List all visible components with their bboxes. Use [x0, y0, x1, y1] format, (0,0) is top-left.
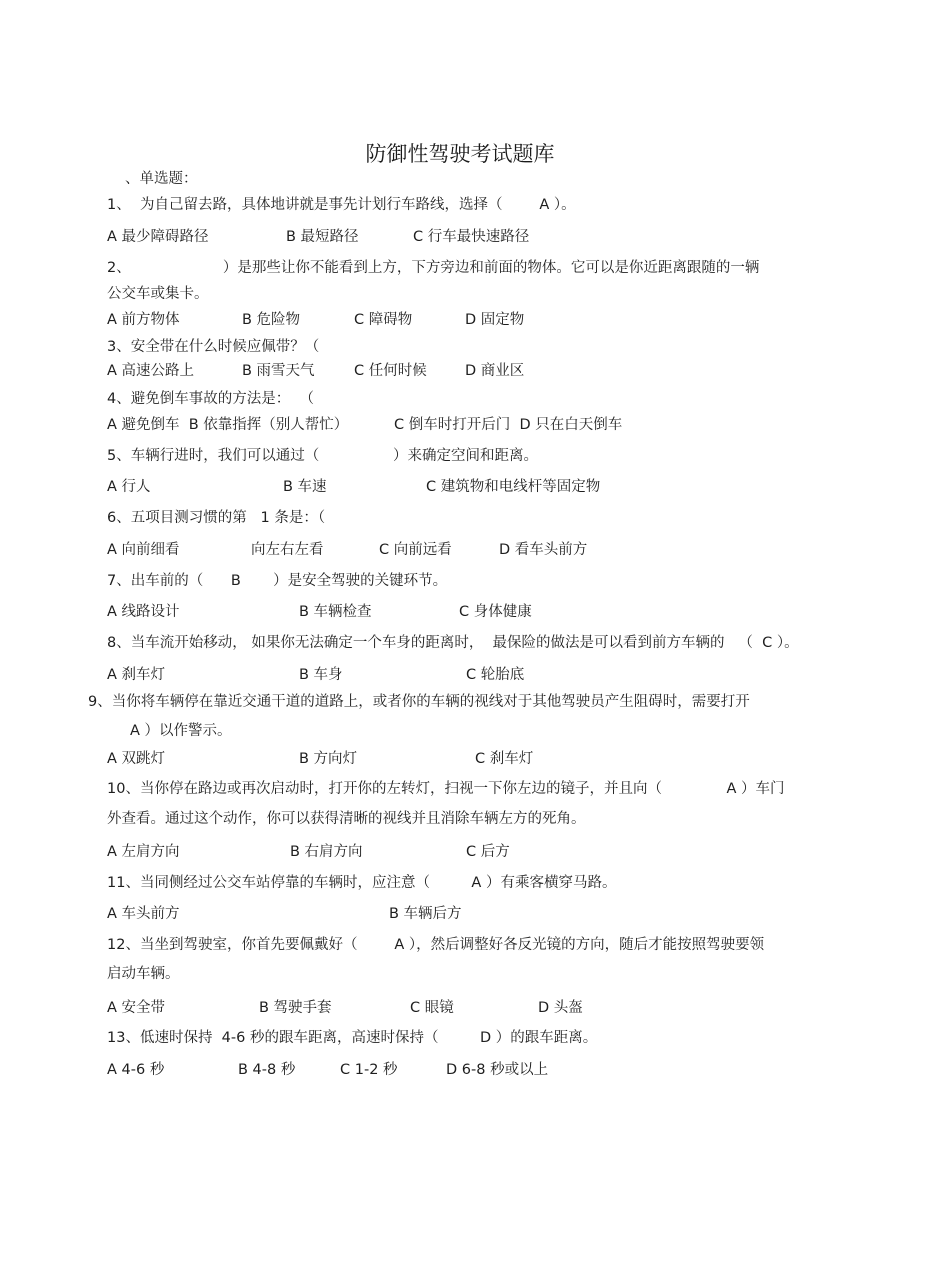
q9-option-b: B 方向灯 — [299, 751, 358, 767]
q9-option-a: A 双跳灯 — [107, 751, 166, 767]
question-13: 13、低速时保持 4-6 秒的跟车距离，高速时保持（ D ）的跟车距离。 — [107, 1030, 598, 1046]
q13-option-b: B 4-8 秒 — [238, 1062, 296, 1078]
question-7: 7、出车前的（ B ）是安全驾驶的关键环节。 — [107, 573, 448, 589]
q3-option-b: B 雨雪天气 — [242, 363, 315, 379]
q7-option-c: C 身体健康 — [459, 604, 532, 620]
q7-option-a: A 线路设计 — [107, 604, 180, 620]
q5-option-a: A 行人 — [107, 479, 151, 495]
question-10-continued: 外查看。通过这个动作，你可以获得清晰的视线并且消除车辆左方的死角。 — [107, 811, 586, 827]
section-heading: 、单选题： — [125, 171, 198, 187]
q11-option-a: A 车头前方 — [107, 906, 180, 922]
q11-option-b: B 车辆后方 — [389, 906, 462, 922]
q1-option-b: B 最短路径 — [286, 229, 359, 245]
q2-option-c: C 障碍物 — [354, 312, 413, 328]
q5-option-b: B 车速 — [283, 479, 327, 495]
q6-option-d: D 看车头前方 — [499, 542, 588, 558]
q1-option-c: C 行车最快速路径 — [413, 229, 530, 245]
q10-option-c: C 后方 — [466, 844, 510, 860]
q13-option-a: A 4-6 秒 — [107, 1062, 165, 1078]
question-6: 6、五项目测习惯的第 1 条是：（ — [107, 510, 326, 526]
question-3: 3、安全带在什么时候应佩带？（ — [107, 339, 320, 355]
question-9-continued: A ）以作警示。 — [130, 723, 232, 739]
q12-option-c: C 眼镜 — [410, 1000, 454, 1016]
document-title: 防御性驾驶考试题库 — [365, 142, 555, 166]
q2-option-b: B 危险物 — [242, 312, 301, 328]
q12-option-b: B 驾驶手套 — [259, 1000, 332, 1016]
q9-option-c: C 刹车灯 — [475, 751, 534, 767]
q2-option-d: D 固定物 — [465, 312, 525, 328]
q8-option-c: C 轮胎底 — [466, 667, 525, 683]
q3-option-c: C 任何时候 — [354, 363, 427, 379]
q8-option-b: B 车身 — [299, 667, 343, 683]
q3-option-a: A 高速公路上 — [107, 363, 195, 379]
q8-option-a: A 刹车灯 — [107, 667, 166, 683]
q4-options-cd: C 倒车时打开后门 D 只在白天倒车 — [394, 417, 623, 433]
q12-option-d: D 头盔 — [538, 1000, 583, 1016]
q13-option-c: C 1-2 秒 — [340, 1062, 398, 1078]
question-12: 12、当坐到驾驶室，你首先要佩戴好（ A ），然后调整好各反光镜的方向，随后才能按照驾驶要领 — [107, 937, 765, 953]
question-4: 4、避免倒车事故的方法是： （ — [107, 391, 314, 407]
question-10: 10、当你停在路边或再次启动时，打开你的左转灯，扫视一下你左边的镜子，并且向（ A ）车门 — [107, 781, 785, 797]
q5-option-c: C 建筑物和电线杆等固定物 — [426, 479, 601, 495]
q13-option-d: D 6-8 秒或以上 — [446, 1062, 549, 1078]
question-1: 1、 为自己留去路，具体地讲就是事先计划行车路线，选择（ A ）。 — [107, 197, 576, 213]
q2-option-a: A 前方物体 — [107, 312, 180, 328]
q10-option-a: A 左肩方向 — [107, 844, 180, 860]
question-12-continued: 启动车辆。 — [107, 966, 180, 982]
q6-option-c: C 向前远看 — [379, 542, 452, 558]
question-2-continued: 公交车或集卡。 — [107, 286, 209, 302]
q6-option-a: A 向前细看 — [107, 542, 180, 558]
q12-option-a: A 安全带 — [107, 1000, 166, 1016]
question-5: 5、车辆行进时，我们可以通过（ ）来确定空间和距离。 — [107, 448, 538, 464]
q7-option-b: B 车辆检查 — [299, 604, 372, 620]
q3-option-d: D 商业区 — [465, 363, 525, 379]
question-9: 9、当你将车辆停在靠近交通干道的道路上，或者你的车辆的视线对于其他驾驶员产生阻碍时，需要打开 — [88, 694, 750, 710]
q1-option-a: A 最少障碍路径 — [107, 229, 209, 245]
q6-option-b: 向左右左看 — [251, 542, 324, 558]
question-11: 11、当同侧经过公交车站停靠的车辆时，应注意（ A ）有乘客横穿马路。 — [107, 875, 617, 891]
q4-options-ab: A 避免倒车 B 依靠指挥（别人帮忙） — [107, 417, 349, 433]
question-2: 2、 ）是那些让你不能看到上方，下方旁边和前面的物体。它可以是你近距离跟随的一辆 — [107, 260, 760, 276]
q10-option-b: B 右肩方向 — [290, 844, 363, 860]
question-8: 8、当车流开始移动， 如果你无法确定一个车身的距离时， 最保险的做法是可以看到前方车辆的 （ C ）。 — [107, 635, 799, 651]
